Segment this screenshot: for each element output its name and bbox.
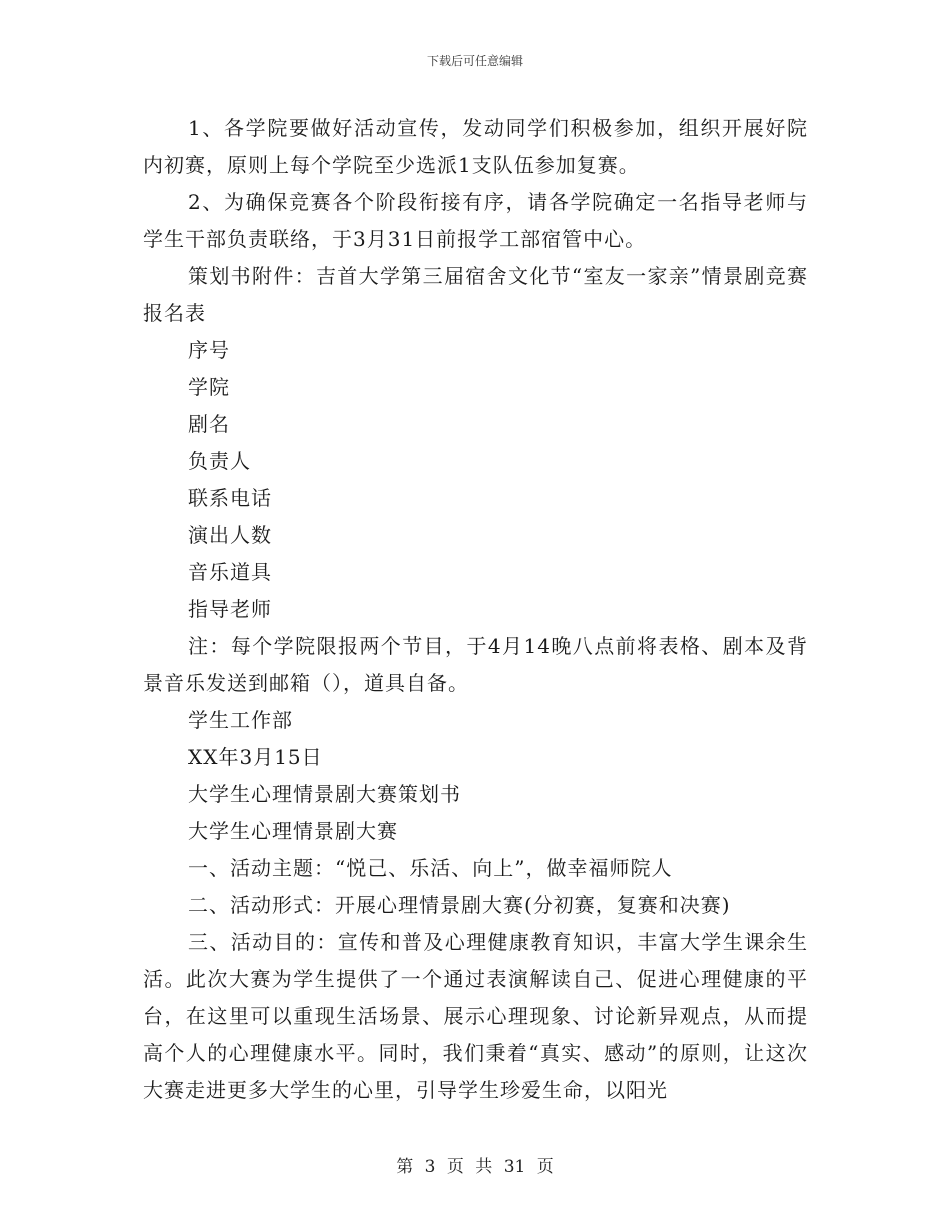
- section-subtitle: 大学生心理情景剧大赛: [188, 819, 398, 843]
- signature-date: XX年3月15日: [188, 745, 323, 769]
- item-purpose: 三、活动目的：宣传和普及心理健康教育知识，丰富大学生课余生活。此次大赛为学生提供了一个通过表演解读自己、促进心理健康的平台，在这里可以重现生活场景、展示心理现象、讨论新异观点，从而提高个人的心理健康水平。同时，我们秉着“真实、感动”的原则，让这次大赛走进更多大学生的心里，引导学生珍爱生命，以阳光: [143, 930, 808, 1102]
- department-signature: 学生工作部: [188, 708, 293, 732]
- paragraph-attachment: 策划书附件：吉首大学第三届宿舍文化节“室友一家亲”情景剧竞赛报名表: [143, 264, 808, 325]
- field-label: 指导老师: [188, 597, 272, 621]
- document-body: [143, 110, 808, 1109]
- page-header: 下载后可任意编辑: [426, 54, 523, 68]
- field-label: 音乐道具: [188, 560, 272, 584]
- item-theme: 一、活动主题：“悦己、乐活、向上”，做幸福师院人: [188, 856, 673, 880]
- field-label: 负责人: [188, 449, 251, 473]
- paragraph-1: 1、各学院要做好活动宣传，发动同学们积极参加，组织开展好院内初赛，原则上每个学院至少选派1支队伍参加复赛。: [143, 116, 808, 177]
- field-label: 学院: [188, 375, 230, 399]
- field-label: 演出人数: [188, 523, 272, 547]
- item-format: 二、活动形式：开展心理情景剧大赛(分初赛，复赛和决赛): [188, 893, 731, 917]
- paragraph-2: 2、为确保竞赛各个阶段衔接有序，请各学院确定一名指导老师与学生干部负责联络，于3月31日前报学工部宿管中心。: [143, 190, 808, 251]
- page-footer: 第 3 页 共 31 页: [396, 1157, 554, 1177]
- section-title: 大学生心理情景剧大赛策划书: [188, 782, 461, 806]
- field-label: 联系电话: [188, 486, 272, 510]
- field-label: 序号: [188, 338, 230, 362]
- field-label: 剧名: [188, 412, 230, 436]
- note-paragraph: 注：每个学院限报两个节目，于4月14晚八点前将表格、剧本及背景音乐发送到邮箱（），道具自备。: [143, 634, 808, 695]
